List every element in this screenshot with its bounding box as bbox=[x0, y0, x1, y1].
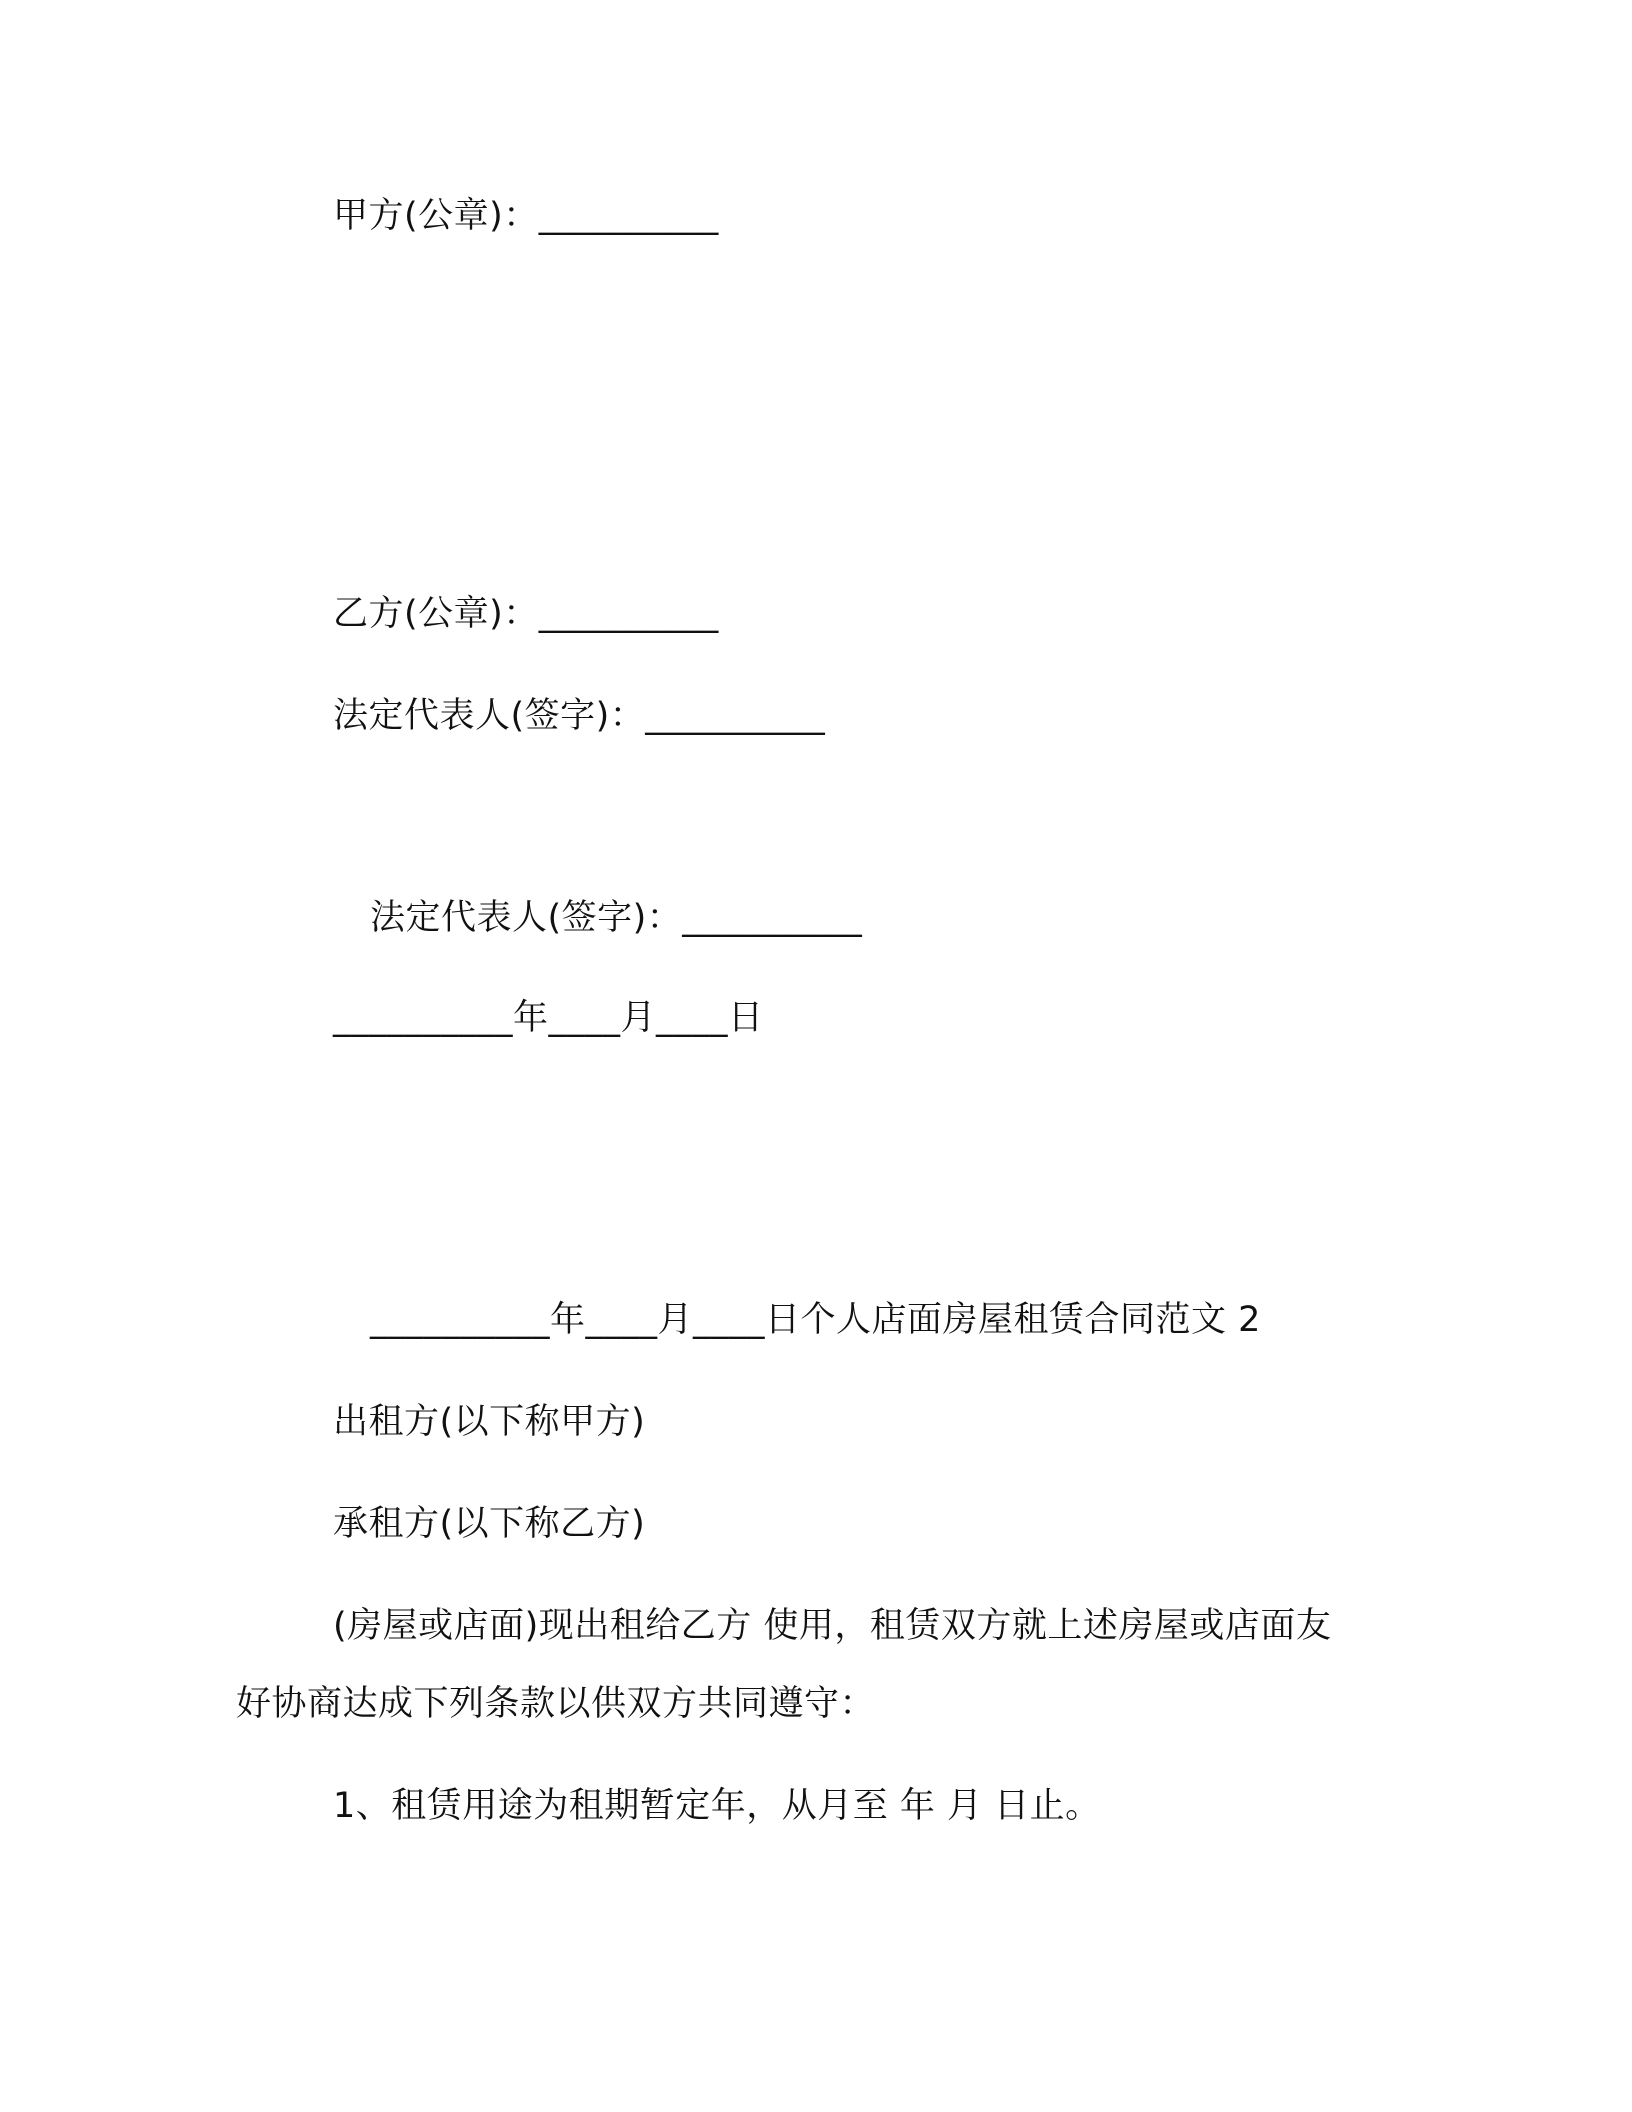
lessor-line: 出租方(以下称甲方) bbox=[333, 1402, 646, 1442]
paragraph-line: 好协商达成下列条款以供双方共同遵守： bbox=[236, 1684, 876, 1724]
legal-rep-signature-line: 法定代表人(签字)：__________ bbox=[370, 898, 863, 938]
lessee-line: 承租方(以下称乙方) bbox=[333, 1504, 646, 1544]
party-b-seal-line: 乙方(公章)：__________ bbox=[333, 594, 719, 634]
clause-1: 1、租赁用途为租期暂定年，从月至 年 月 日止。 bbox=[333, 1786, 1101, 1826]
date-line: __________年____月____日 bbox=[333, 998, 764, 1038]
section-title: __________年____月____日个人店面房屋租赁合同范文 2 bbox=[370, 1300, 1261, 1340]
party-a-seal-line: 甲方(公章)：__________ bbox=[333, 196, 719, 236]
paragraph-line: (房屋或店面)现出租给乙方 使用，租赁双方就上述房屋或店面友 bbox=[333, 1606, 1332, 1646]
legal-rep-signature-line: 法定代表人(签字)：__________ bbox=[333, 696, 826, 736]
